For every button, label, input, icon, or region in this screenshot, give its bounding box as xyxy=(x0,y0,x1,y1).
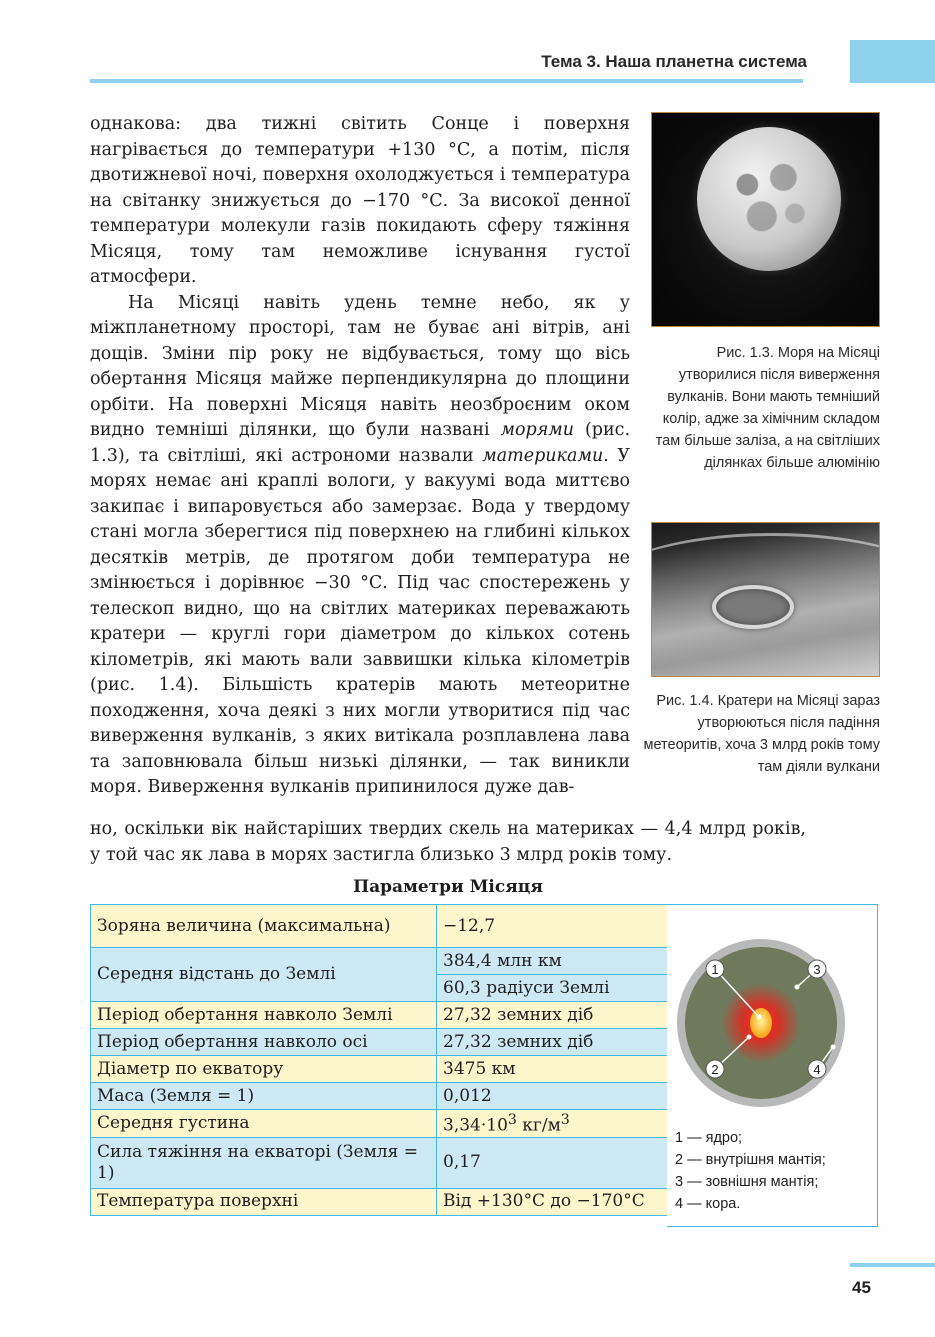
crater-photo xyxy=(651,522,880,677)
diagram-legend xyxy=(675,1127,826,1215)
param-label: Маса (Земля = 1) xyxy=(91,1083,437,1110)
body-text xyxy=(90,112,630,801)
figure-1-4-caption: Рис. 1.4. Кратери на Місяці зараз утворюються після падіння метеоритів, хоча 3 млрд років тому там діяли вулкани xyxy=(643,693,880,775)
param-value xyxy=(437,1110,668,1138)
marker-1 xyxy=(706,960,724,978)
param-label: Період обертання навколо осі xyxy=(91,1029,437,1056)
footer-rule xyxy=(850,1263,935,1267)
header-rule xyxy=(90,79,803,83)
paragraph-2-tail: но, оскільки вік найстаріших твердих скель на материках — 4,4 млрд років, у той час як лава в морях застигла близько 3 млрд років тому. xyxy=(90,819,806,865)
moon-structure-panel xyxy=(667,904,878,1227)
header-tab xyxy=(850,40,935,83)
density-unit: кг/м xyxy=(516,1115,561,1136)
param-label: Середня відстань до Землі xyxy=(91,948,437,1002)
table-row xyxy=(91,905,668,948)
paragraph-2-part-a: На Місяці навіть удень темне небо, як у міжпланетному просторі, там не буває ані вітрів, ані дощів. Зміни пір року не відбувається, тому що вісь обертання Місяця майже перпендикулярна до площини орбіти. На поверхні Місяця навіть неозброєним оком видно темніші ділянки, що були названі xyxy=(90,292,630,440)
param-value: 27,32 земних діб xyxy=(437,1029,668,1056)
param-value: 0,012 xyxy=(437,1083,668,1110)
legend-item-outer-mantle: 3 — зовнішня мантія; xyxy=(675,1174,819,1190)
param-value: 3475 км xyxy=(437,1056,668,1083)
table-row xyxy=(91,948,668,975)
crater xyxy=(712,585,794,629)
density-unit-exponent: 3 xyxy=(560,1112,570,1128)
param-label: Період обертання навколо Землі xyxy=(91,1002,437,1029)
figure-1-3-caption: Рис. 1.3. Моря на Місяці утворилися після виверження вулканів. Вони мають темніший колір, адже за хімічним складом там більше заліза, а на світліших ділянках більше алюмінію xyxy=(655,345,880,471)
density-mantissa: 3,34·10 xyxy=(443,1115,508,1136)
param-label: Діаметр по екватору xyxy=(91,1056,437,1083)
core xyxy=(750,1008,772,1038)
marker-2 xyxy=(706,1060,724,1078)
marker-4-label: 4 xyxy=(813,1062,821,1077)
param-label: Температура поверхні xyxy=(91,1188,437,1215)
legend-item-crust: 4 — кора. xyxy=(675,1196,741,1212)
param-value: 27,32 земних діб xyxy=(437,1002,668,1029)
marker-1-label: 1 xyxy=(711,962,719,977)
param-label: Зоряна величина (максимальна) xyxy=(91,905,437,948)
pointer-dot-1 xyxy=(757,1015,762,1020)
marker-3 xyxy=(808,960,826,978)
table-title: Параметри Місяця xyxy=(353,877,543,897)
table-row xyxy=(91,1029,668,1056)
pointer-dot-2 xyxy=(747,1035,752,1040)
param-value: 0,17 xyxy=(437,1137,668,1188)
pointer-dot-4 xyxy=(831,1045,836,1050)
chapter-title: Тема 3. Наша планетна система xyxy=(541,52,807,71)
table-row xyxy=(91,1083,668,1110)
marker-2-label: 2 xyxy=(711,1062,719,1077)
paragraph-2 xyxy=(90,291,630,801)
moon-parameters-table xyxy=(90,904,668,1216)
table-row xyxy=(91,1002,668,1029)
legend-item-inner-mantle: 2 — внутрішня мантія; xyxy=(675,1152,826,1168)
param-value: Від +130°С до −170°С xyxy=(437,1188,668,1215)
moon-cross-section-diagram xyxy=(675,937,847,1109)
page-number: 45 xyxy=(852,1278,871,1297)
param-label: Середня густина xyxy=(91,1110,437,1138)
param-value-secondary: 60,3 радіуси Землі xyxy=(437,975,668,1002)
full-moon-photo xyxy=(651,112,880,327)
table-row xyxy=(91,1137,668,1188)
density-exponent: 3 xyxy=(507,1112,517,1128)
param-value: −12,7 xyxy=(437,905,668,948)
param-label: Сила тяжіння на екваторі (Земля = 1) xyxy=(91,1137,437,1188)
marker-3-label: 3 xyxy=(813,962,821,977)
paragraph-1: однакова: два тижні світить Сонце і поверхня нагрівається до температури +130 °С, а потім, після двотижневої ночі, поверхня охолоджується і температура на світанку знижується до −170 °С. За високої денної температури молекули газів покидають сферу тяжіння Місяця, тому там неможливе існування густої атмосфери. xyxy=(90,114,630,287)
legend-item-core: 1 — ядро; xyxy=(675,1130,743,1146)
paragraph-2-part-c: . У морях немає ані краплі вологи, у вакуумі вода миттєво закипає і випаровується або замерзає. Вода у твердому стані могла зберегтися під поверхнею на глибині кількох десятків метрів, де протягом доби температура не змінюється і дорівнює −30 °С. Під час спостережень у телескоп видно, що на світлих материках переважають кратери — круглі гори діаметром до кількох сотень кілометрів, які мають вали заввишки кілька кілометрів (рис. 1.4). Більшість кратерів мають метеоритне походження, хоча деякі з них могли утворитися під час виверження вулканів, з яких витікала розплавлена лава та заповнювала більш низькі ділянки, — так виникли моря. Виверження вулканів припинилося дуже дав- xyxy=(90,445,630,797)
moon-disc xyxy=(697,127,841,271)
table-row xyxy=(91,1110,668,1138)
term-seas: морями xyxy=(500,420,575,440)
page-header xyxy=(0,0,935,90)
term-continents: материками xyxy=(482,445,604,466)
paragraph-2-part-b: (рис. 1.3), та світліші, які астрономи назвали xyxy=(90,420,631,466)
table-row xyxy=(91,1056,668,1083)
table-row xyxy=(91,1188,668,1215)
marker-4 xyxy=(808,1060,826,1078)
pointer-dot-3 xyxy=(795,985,800,990)
param-value: 384,4 млн км xyxy=(437,948,668,975)
